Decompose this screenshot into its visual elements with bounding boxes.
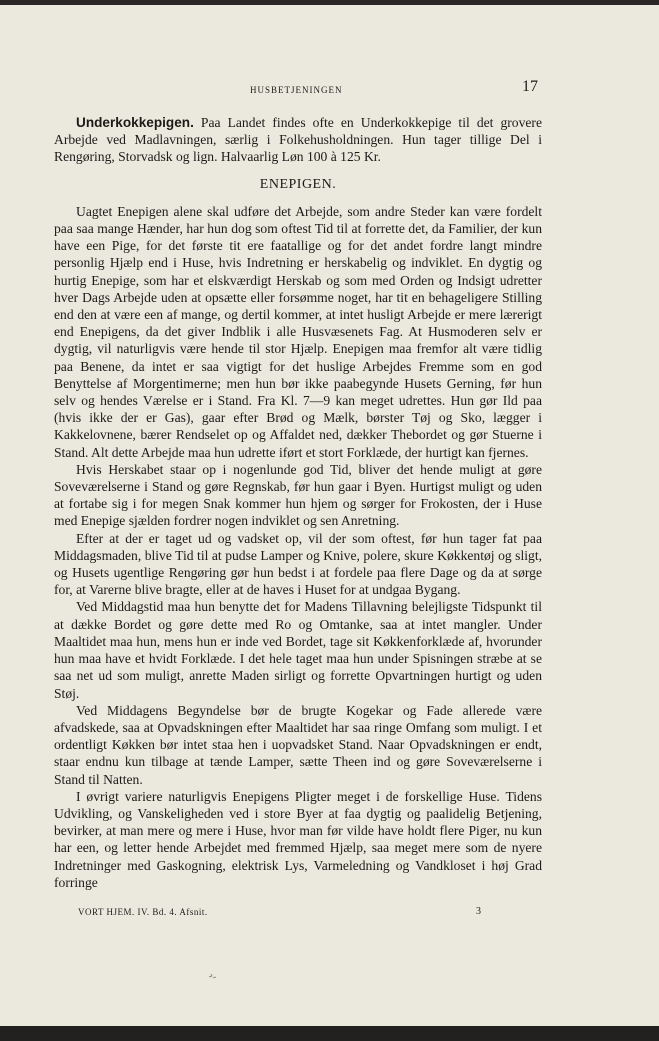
body-paragraph: Hvis Herskabet staar op i nogenlunde god Tid, bliver det hende muligt at gøre Soveværelserne i Stand og gøre Regnskab, før hun gaar i Byen. Hurtigst muligt og uden at fortabe sig i for megen Snak kommer hun hjem og sørger for Frokosten, der i Huse med Enepige sjælden fordrer nogen indviklet og sen Anretning.	[54, 461, 542, 529]
page-number: 17	[522, 78, 538, 95]
footer-signature: VORT HJEM. IV. Bd. 4. Afsnit.	[78, 907, 208, 917]
page-footer	[78, 907, 498, 923]
body-paragraph: Efter at der er taget ud og vadsket op, vil der som oftest, før hun tager fat paa Middagsmaden, blive Tid til at pudse Lamper og Knive, polere, skure Køkkentøj og sligt, og Husets ugentlige Rengøring gør hun bedst i at fordele paa flere Dage og da at sørge for, at Varerne blive bragte, eller at de haves i Huset for at undgaa Bygang.	[54, 530, 542, 598]
page-header	[0, 78, 659, 102]
running-title: HUSBETJENINGEN	[250, 85, 343, 95]
intro-paragraph	[54, 114, 542, 166]
body-paragraph: I øvrigt variere naturligvis Enepigens Pligter meget i de forskellige Huse. Tidens Udvikling, og Vanskeligheden ved i store Byer at faa dygtig og paalidelig Betjening, bevirker, at man mere og mere i Huse, hvor man før vilde have holdt flere Piger, nu kun har een, og letter hende Arbejdet med fremmed Hjælp, saa meget mere som de nyere Indretninger med Gaskogning, elektrisk Lys, Varmeledning og Vandkloset i høj Grad forringe	[54, 788, 542, 890]
body-paragraph: Uagtet Enepigen alene skal udføre det Arbejde, som andre Steder kan være fordelt paa saa mange Hænder, har hun dog som oftest Tid til at forrette det, da Familier, der kun have een Pige, for det første tit ere faatallige og for det andet fordre langt mindre personlig Hjælp end i Huse, hvis Indretning er herskabelig og indviklet. En dygtig og hurtig Enepige, som har et elskværdigt Herskab og som med Orden og Indsigt udretter hver Dags Arbejde uden at opsætte eller forsømme noget, har tit en behageligere Stilling end den at være een af mange, og dertil kommer, at intet husligt Arbejde er mere lærerigt end Enepigens, da det giver Indblik i alle Husvæsenets Fag. At Husmoderen selv er dygtig, vil naturligvis være hende til stor Hjælp. Enepigen maa fremfor alt være tidlig paa Benene, da intet er saa vigtigt for det huslige Arbejdes Fremme som en god Benyttelse af Morgentimerne; men hun bør ikke paabegynde Husets Gerning, før hun selv og hendes Værelse er i Stand. Fra Kl. 7—9 kan meget udrettes. Hun gør Ild paa (hvis ikke der er Gas), gaar efter Brød og Mælk, børster Tøj og Sko, lægger i Kakkelovnene, bærer Rendselet op og Affaldet ned, dækker Thebordet og gør Stuerne i Stand. Alt dette Arbejde maa hun udrette iført et stort Forklæde, der hurtigt kan fjernes.	[54, 203, 542, 460]
intro-lead-term: Underkokkepigen.	[76, 115, 194, 130]
intro-text: Paa Landet findes ofte en Underkokkepige til det grovere Arbejde ved Madlavningen, særlig i Folkehusholdningen. Hun tager tillige Del i Rengøring, Storvadsk og lign. Halvaarlig Løn 100 à 125 Kr.	[54, 115, 542, 165]
body-paragraph: Ved Middagens Begyndelse bør de brugte Kogekar og Fade allerede være afvadskede, saa at Opvadskningen efter Maaltidet har saa ringe Omfang som muligt. I et ordentligt Køkken bør intet staa hen i uopvadsket Stand. Naar Opvadskningen er endt, staar endnu kun tilbage at tænde Lamper, sætte Theen ind og gøre Soveværelserne i Stand til Natten.	[54, 702, 542, 787]
body-paragraph: Ved Middagstid maa hun benytte det for Madens Tillavning belejligste Tidspunkt til at dække Bordet og gøre dette med Ro og Omtanke, saa at intet mangler. Under Maaltidet maa hun, mens hun er inde ved Bordet, tage sit Køkkenforklæde af, hvorunder hun maa have et hvidt Forklæde. I det hele taget maa hun under Spisningen stræbe at se saa net ud som muligt, anrette Maden sirligt og forrette Opvartningen hurtigt og uden Støj.	[54, 599, 542, 701]
section-heading: ENEPIGEN.	[259, 176, 337, 192]
sheet-number: 3	[476, 906, 482, 917]
ink-smudge-icon	[207, 965, 225, 983]
page-body	[54, 114, 542, 891]
scan-bottom-edge	[0, 1026, 659, 1041]
